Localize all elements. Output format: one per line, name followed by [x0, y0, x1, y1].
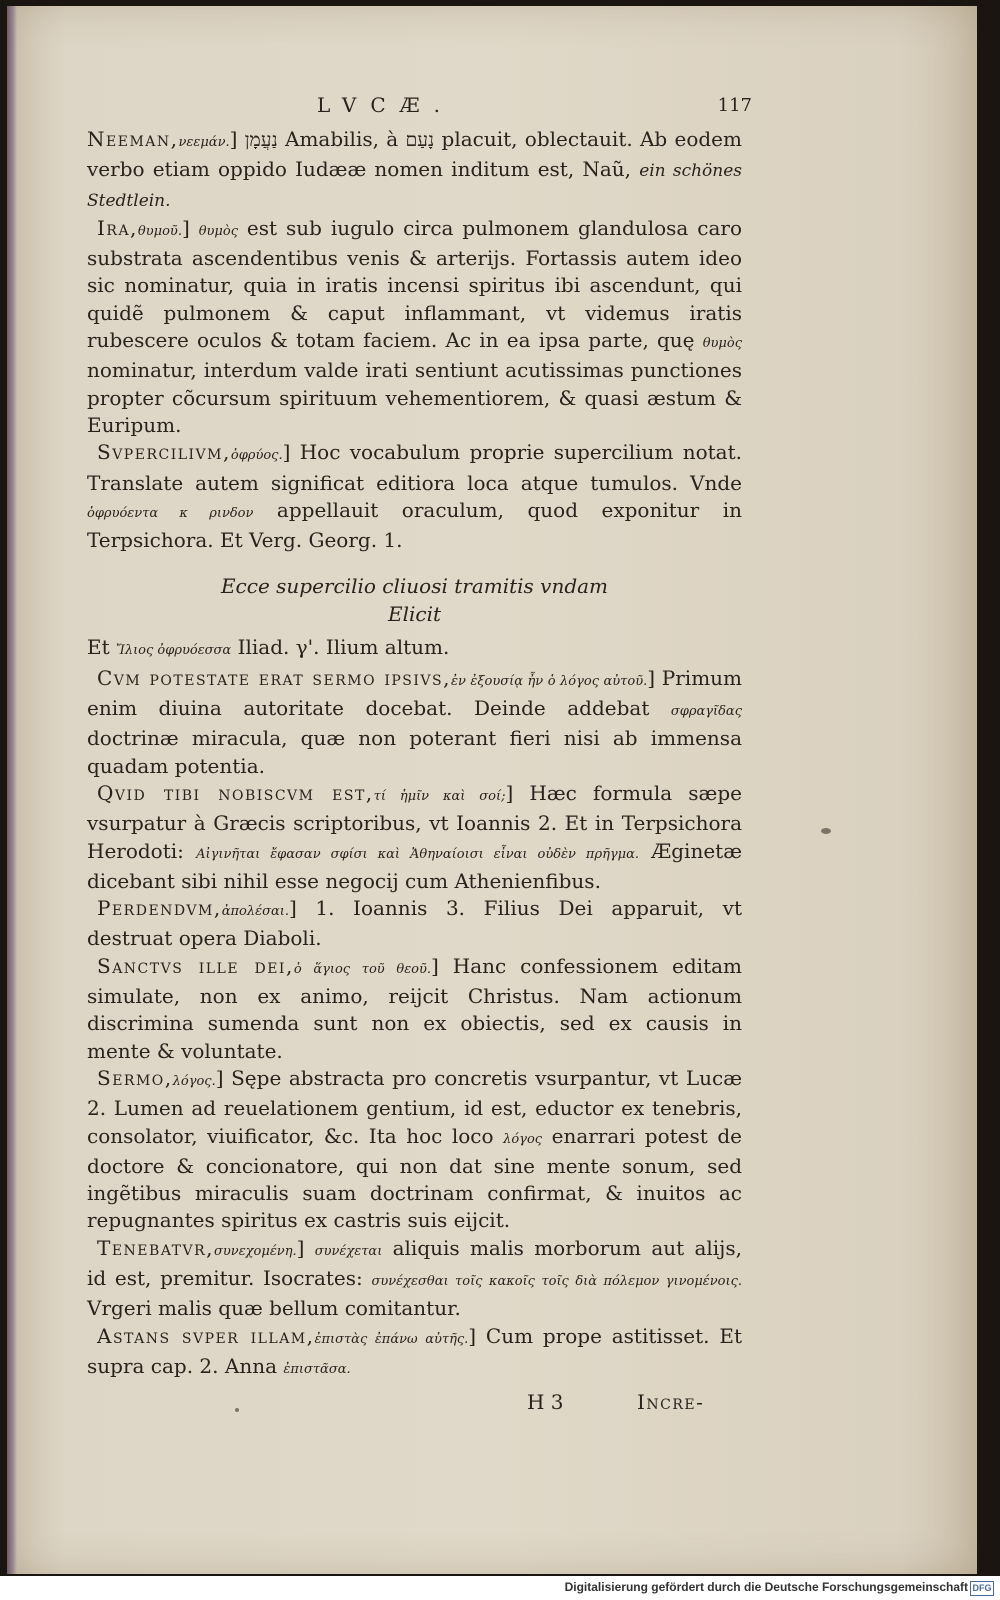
- verse-line: Elicit: [387, 602, 442, 627]
- greek-gloss: ὁ ἅγιος τοῦ θεοῦ.: [293, 961, 432, 977]
- entry-astans: [87, 1323, 742, 1384]
- lemma: Perdendvm,: [97, 896, 222, 921]
- lemma: Ira,: [97, 215, 138, 240]
- lemma: Sanctvs ille dei,: [97, 953, 294, 978]
- entry-text: ]: [296, 1235, 315, 1260]
- entry-text: ] Primum enim diuina autoritate docebat. Deinde addebat: [87, 665, 743, 721]
- funding-notice: Digitalisierung gefördert durch die Deutsche Forschungsgemeinschaft: [564, 1580, 968, 1594]
- entry-text: enarrari potest de doctore & concionatore, qui non dat sine mente sonum, sed ingẽtibus miraculis suam doctrinam confirmat, & inuitos ac repugnantes spiritus ex castris suis eijcit.: [87, 1123, 743, 1233]
- greek-word: ἐπιστᾶσα.: [283, 1361, 351, 1377]
- greek-gloss: ἐν ἐξουσίᾳ ἦν ὁ λόγος αὐτοῦ.: [450, 673, 648, 689]
- entry-text: ] 1. Ioannis 3. Filius Dei apparuit, vt destruat opera Diaboli.: [87, 896, 742, 951]
- entry-text: Vrgeri malis quæ bellum comitantur.: [87, 1296, 461, 1321]
- entry-tenebatur: [87, 1235, 742, 1323]
- greek-gloss: τί ἡμῖν καὶ σοί;: [373, 788, 506, 804]
- greek-word: λόγος: [503, 1131, 543, 1147]
- book-page: [7, 6, 977, 1574]
- page-binding-edge: [7, 6, 17, 1574]
- entry-text: ] Hoc vocabulum proprie supercilium notat. Translate autem significat editiora loca atque tumulos. Vnde: [87, 440, 742, 495]
- entry-text: Æginetæ dicebant sibi nihil esse negocij cum Athenienfibus.: [87, 838, 742, 893]
- entry-neeman: [87, 126, 742, 215]
- entry-supercilium: [87, 439, 742, 554]
- entry-ilium: [87, 634, 742, 664]
- entry-text: ] Cum prope astitisset. Et supra cap. 2. Anna: [87, 1323, 742, 1378]
- greek-word: συνέχεται: [314, 1243, 383, 1259]
- lemma: Svpercilivm,: [97, 440, 231, 465]
- entry-text: placuit, oblectauit. Ab eodem verbo etiam oppido Iudææ nomen inditum est, Naũ,: [87, 127, 742, 182]
- folio-number: 117: [717, 95, 752, 116]
- entry-text: ] Hanc confessionem editam simulate, non ex animo, reijcit Christus. Nam actionum discrimina sumenda sunt non ex obiectis, sed ex causis in mente & voluntate.: [87, 953, 743, 1063]
- verse-line: Ecce supercilio cliuosi tramitis vndam: [220, 574, 609, 599]
- entry-text: ] Sępe abstracta pro concretis vsurpantur, vt Lucæ 2. Lumen ad reuelationem gentium, id est, eductor ex tenebris, consolator, viuificator, &c. Ita hoc loco: [87, 1065, 742, 1148]
- lemma: Neeman,: [87, 127, 179, 151]
- greek-gloss: νεεμάν.: [178, 135, 230, 150]
- greek-word: συνέχεσθαι τοῖς κακοῖς τοῖς διὰ πόλεμον γινομένοις.: [371, 1273, 742, 1289]
- text-block: [87, 93, 752, 1417]
- entry-text: aliquis malis morborum aut alijs, id est, premitur. Isocrates:: [87, 1235, 742, 1290]
- lemma: Tenebatvr,: [97, 1235, 215, 1260]
- entry-sermo: [87, 1065, 742, 1235]
- catchword: Incre-: [637, 1390, 705, 1415]
- entry-text: nominatur, interdum valde irati sentiunt acutissimas punctiones propter cõcursum spirituum vehementiorem, & quasi æstum & Euripum.: [87, 358, 742, 437]
- greek-gloss: λόγος.: [172, 1073, 216, 1089]
- entry-text: appellauit oraculum, quod exponitur in Terpsichora. Et Verg. Georg. 1.: [87, 497, 743, 553]
- entry-text: est sub iugulo circa pulmonem glandulosa caro substrata ascendentibus venis & arterijs. Fortassis autem ideo sic nominatur, quia in iratis incensi spiritus ibi ascendunt, qui quidẽ pulmonem & caput inflammant, vt videmus iratis rubescere oculos & totam faciem. Ac in ea ipsa parte, quę: [87, 215, 742, 353]
- greek-gloss: θυμοῦ.: [137, 223, 182, 239]
- german-gloss: ein schönes Stedtlein.: [87, 161, 743, 211]
- greek-word: Ἴλιος ὀφρυόεσσα: [116, 643, 232, 659]
- greek-gloss: συνεχομένη.: [214, 1243, 297, 1259]
- lemma: Astans svper illam,: [97, 1323, 315, 1348]
- lemma: Qvid tibi nobiscvm est,: [97, 780, 374, 805]
- entry-text: Et: [87, 635, 116, 660]
- entry-sanctus: [87, 953, 742, 1065]
- greek-word: Αἰγινῆται ἔφασαν σφίσι καὶ Ἀθηναίοισι εἶναι οὐδὲν πρῆγμα.: [196, 846, 640, 862]
- lemma: Sermo,: [97, 1065, 173, 1090]
- greek-word: θυμὸς: [702, 336, 742, 352]
- entry-text: doctrinæ miracula, quæ non poterant fieri nisi ab immensa quadam potentia.: [87, 726, 742, 778]
- dfg-logo: DFG: [970, 1581, 994, 1596]
- greek-word: σφραγῖδας: [670, 704, 742, 720]
- entry-perdendum: [87, 895, 742, 953]
- entry-text: Iliad. γ'. Ilium altum.: [231, 635, 450, 660]
- entry-quid-tibi: [87, 780, 742, 895]
- hebrew-word: נָעַם: [405, 129, 435, 151]
- greek-word: ὀφρυόεντα κ ρινδον: [87, 505, 254, 521]
- page-header: [87, 93, 752, 124]
- lemma: Cvm potestate erat sermo ipsivs,: [97, 665, 451, 690]
- greek-gloss: ἀπολέσαι.: [221, 904, 289, 920]
- greek-word: θυμὸς: [198, 223, 238, 239]
- verse-quote: [87, 572, 742, 628]
- catchword-line: [87, 1387, 742, 1417]
- running-title: LVCÆ.: [317, 93, 455, 117]
- entry-ira: [87, 215, 742, 439]
- paper-speck: [821, 828, 831, 834]
- entry-text: ] Hæc formula sæpe vsurpatur à Græcis scriptoribus, vt Ioannis 2. Et in Terpsichora Herodoti:: [87, 780, 742, 863]
- hebrew-word: נַעֲמָן: [244, 129, 278, 151]
- greek-gloss: ἐπιστὰς ἐπάνω αὐτῆς.: [314, 1331, 469, 1347]
- signature-mark: H 3: [527, 1390, 564, 1415]
- entry-text: Amabilis, à: [277, 127, 406, 151]
- entry-text: ]: [181, 215, 199, 240]
- footer-bar: [0, 1576, 1000, 1600]
- entry-text: ]: [229, 127, 245, 151]
- greek-gloss: ὀφρύος.: [230, 448, 283, 464]
- entry-cum-potestate: [87, 665, 742, 780]
